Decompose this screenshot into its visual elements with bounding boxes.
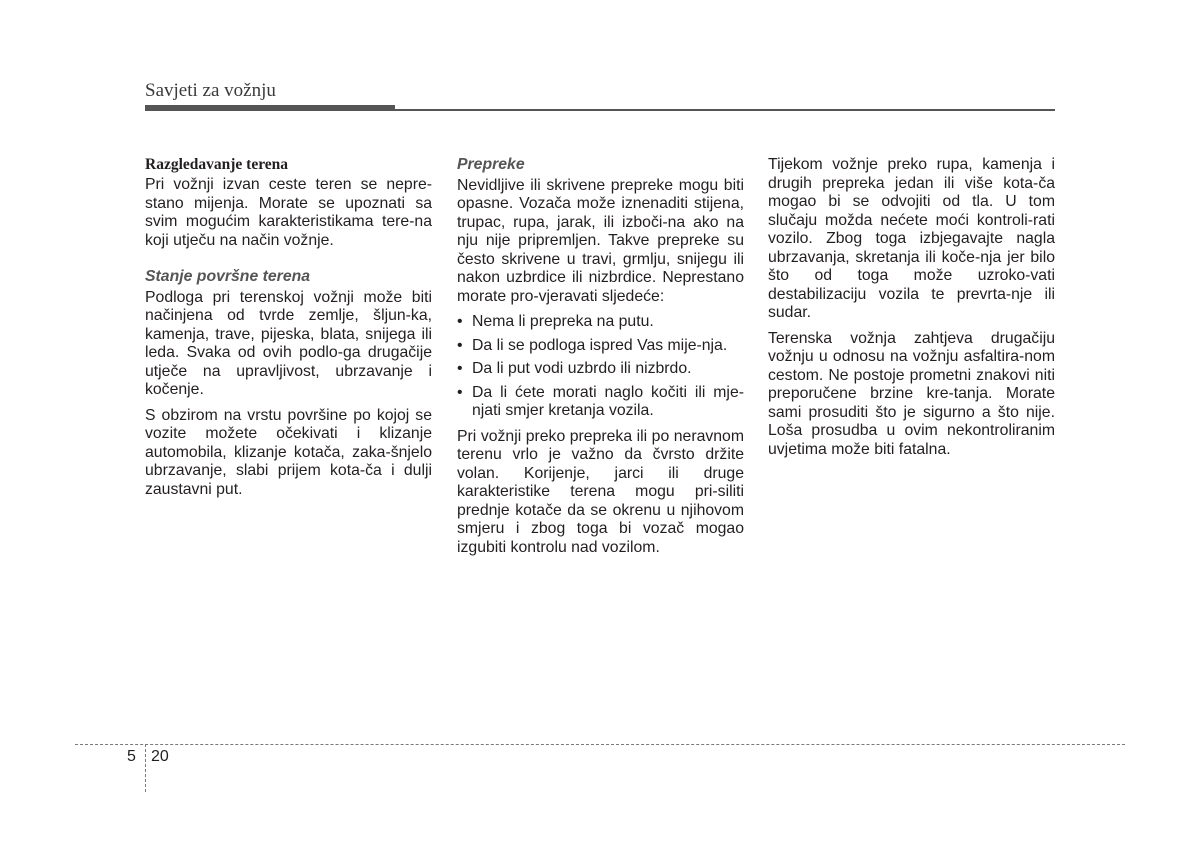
paragraph-wheel-lift: Tijekom vožnje preko rupa, kamenja i drugih prepreka jedan ili više kota-ča mogao bi se odvojiti od tla. U tom slučaju možda nećete moći kontroli-rati vozilo. Zbog toga izbjegavajte nagla ubrzavanja, skretanja ili koče-nja jer bilo što od toga može uzroko-vati destabilizaciju vozila te prevrta-nje ili sudar. [768, 156, 1055, 321]
paragraph-offroad-judgement: Terenska vožnja zahtjeva drugačiju vožnju u odnosu na vožnju asfaltira-nom cestom. Ne postoje prometni znakovi niti preporučene brzine kre-tanja. Morate sami prosuditi što je sigurno a što nije. Loša prosudba u ovim nekontroliranim uvjetima može biti fatalna. [768, 329, 1055, 458]
text-column-3 [768, 156, 1055, 466]
footer-page-separator [145, 744, 146, 792]
chapter-number: 5 [127, 748, 136, 765]
text-column-2 [457, 156, 744, 564]
header-rule-thick [145, 105, 395, 111]
page-header-title: Savjeti za vožnju [145, 80, 276, 101]
list-item: • Nema li prepreka na putu. [457, 313, 654, 330]
subheading-surface-condition: Stanje površne terena [145, 268, 311, 285]
header-rule-thin [395, 109, 1055, 111]
list-item: • Da li se podloga ispred Vas mije-nja. [457, 336, 728, 354]
bullet-icon: • [457, 360, 463, 377]
subheading-obstacles: Prepreke [457, 156, 525, 173]
text-column-1 [145, 156, 432, 506]
bullet-icon: • [457, 313, 463, 330]
obstacle-checklist [457, 313, 744, 421]
list-item: • Da li ćete morati naglo kočiti ili mje-njati smjer kretanja vozila. [457, 383, 744, 419]
page-number: 20 [151, 748, 169, 765]
bullet-icon: • [457, 336, 463, 354]
bullet-icon: • [457, 383, 463, 401]
list-item: • Da li put vodi uzbrdo ili nizbrdo. [457, 360, 692, 377]
section-heading-terrain-survey: Razgledavanje terena [145, 156, 289, 173]
paragraph-surface-types: Podloga pri terenskoj vožnji može biti načinjena od tvrde zemlje, šljun-ka, kamenja, trave, pijeska, blata, snijega ili leda. Svaka od ovih podlo-ga drugačije utječe na upravljivost, ubrzavanje i kočenje. [145, 288, 432, 398]
paragraph-surface-effects: S obzirom na vrstu površine po kojoj se vozite možete očekivati i klizanje automobila, klizanje kotača, zaka-šnjelo ubrzavanje, slabi prijem kota-ča i dulji zaustavni put. [145, 406, 432, 498]
paragraph-obstacles-intro: Nevidljive ili skrivene prepreke mogu biti opasne. Vozača može iznenaditi stijena, trupac, rupa, jarak, ili izboči-na ako na nju nije pripremljen. Takve prepreke su često skrivene u travi, grmlju, snijegu ili nakon uzbrdice ili nizbrdice. Neprestano morate pro-vjeravati sljedeće: [457, 176, 744, 305]
footer-divider [75, 744, 1125, 745]
paragraph-terrain-intro: Pri vožnji izvan ceste teren se nepre-stano mijenja. Morate se upoznati sa svim mogućim karakteristikama tere-na koji utječu na način vožnje. [145, 176, 432, 249]
paragraph-steering-grip: Pri vožnji preko prepreka ili po neravnom terenu vrlo je važno da čvrsto držite volan. Korijenje, jarci ili druge karakteristike terena mogu pri-siliti prednje kotače da se okrenu u njihovom smjeru i zbog toga bi vozač mogao izgubiti kontrolu nad vozilom. [457, 427, 744, 556]
